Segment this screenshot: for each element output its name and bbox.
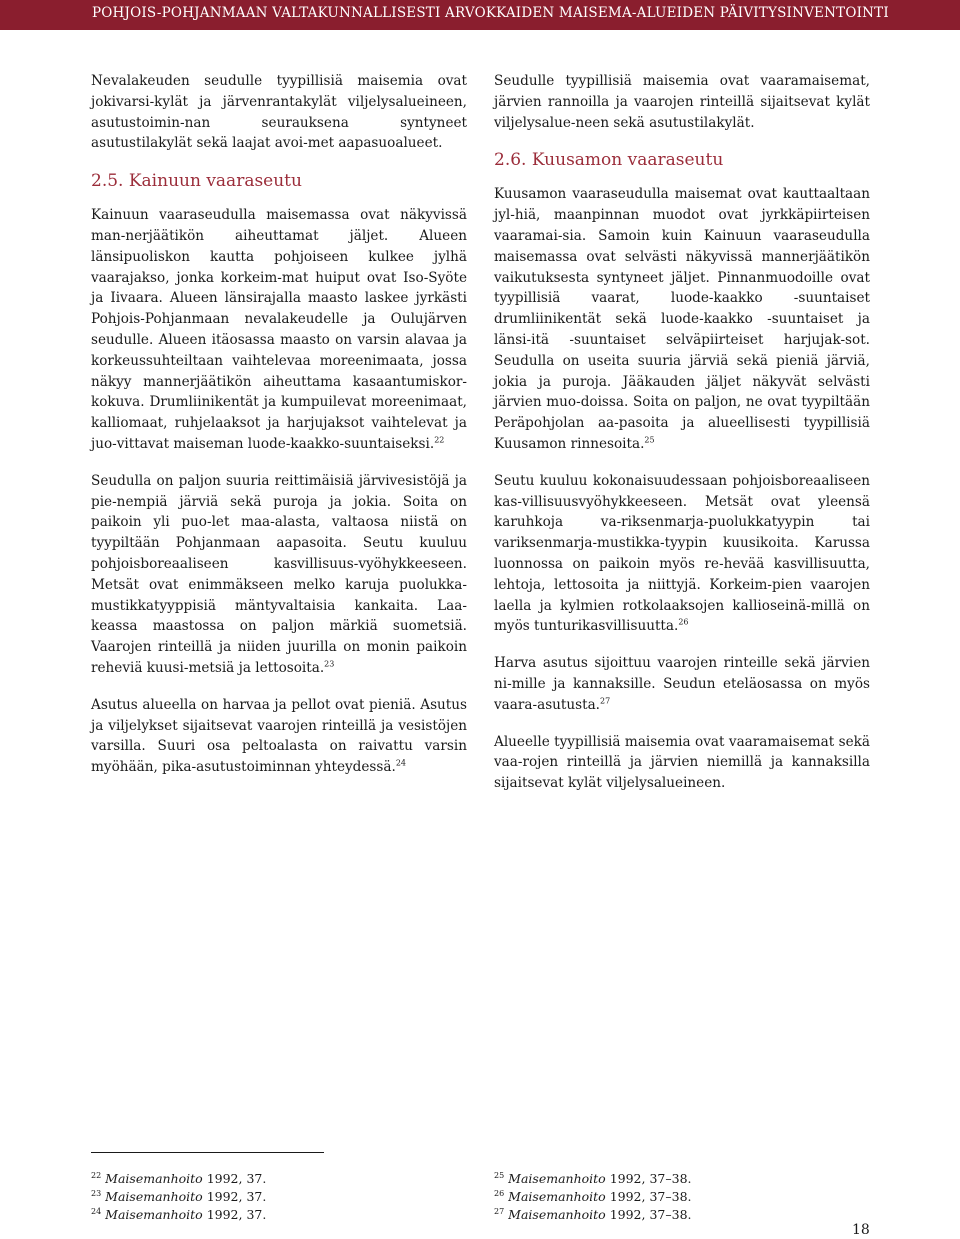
- paragraph-text: Kainuun vaaraseudulla maisemassa ovat näkyvissä man-nerjäätikön aiheuttamat jäljet. Alueen länsipuoliskon kautta pohjoiseen kulkee jylhä vaarajakso, jonka korkeim-mat huiput ovat Iso-Syöte ja Iivaara. Alueen länsirajalla maasto laskee jyrkästi Pohjois-Pohjanmaan nevalakeudelle ja Oulujärven seudulle. Alueen itäosassa maasto on varsin alavaa ja korkeussuhteiltaan vaihtelevaa moreenimaata, jossa näkyy mannerjäätikön aiheuttama kasaantumiskor-kokuva. Drumliinikentät ja kumpuilevat moreenimaat, kalliomaat, ruhjelaaksot ja harjujaksot vaihtelevat ja juo-vittavat maiseman luode-kaakko-suuntaiseksi.: [91, 207, 467, 452]
- footnote-number: 22: [91, 1170, 102, 1180]
- footnote-number: 24: [91, 1206, 102, 1216]
- footnote-detail: 1992, 37–38.: [609, 1171, 692, 1186]
- footnote-ref[interactable]: 24: [395, 758, 406, 768]
- paragraph-text: Seutu kuuluu kokonaisuudessaan pohjoisboreaaliseen kas-villisuusvyöhykkeeseen. Metsät ovat yleensä karuhkoja va-riksenmarja-puolukkatyypin tai variksenmarja-mustikka-tyypin kuusikoita. Karussa luonnossa on paikoin myös re-hevää kasvillisuutta, lehtoja, lettosoita ja niittyjä. Korkeim-pien vaarojen laella ja kylmien rotkolaaksojen kallioseinä-millä on myös tunturikasvillisuutta.: [494, 472, 870, 635]
- footnote-source: Maisemanhoito: [508, 1207, 606, 1222]
- footnote-source: Maisemanhoito: [508, 1189, 606, 1204]
- footnote-ref[interactable]: 26: [678, 617, 689, 627]
- footnote-number: 23: [91, 1188, 102, 1198]
- footnote: [494, 1170, 692, 1188]
- paragraph: [494, 471, 870, 637]
- paragraph-text: Alueelle tyypillisiä maisemia ovat vaaramaisemat sekä vaa-rojen rinteillä ja järvien niemillä ja kannaksilla sijaitsevat kylät viljelysalueineen.: [494, 733, 870, 792]
- paragraph: [494, 184, 870, 454]
- page-number: 18: [852, 1222, 870, 1238]
- section-heading-kainuu: 2.5. Kainuun vaaraseutu: [91, 171, 302, 192]
- footnote-number: 26: [494, 1188, 505, 1198]
- left-column: [91, 71, 467, 794]
- paragraph: [91, 71, 467, 154]
- footnote: [91, 1188, 266, 1206]
- section-heading-kuusamo: 2.6. Kuusamon vaaraseutu: [494, 150, 724, 171]
- running-header-bar: [0, 0, 960, 30]
- paragraph-text: Harva asutus sijoittuu vaarojen rinteille sekä järvien ni-mille ja kannaksille. Seudun eteläosassa on myös vaara-asutusta.: [494, 655, 870, 713]
- paragraph: [494, 71, 870, 133]
- footnote-detail: 1992, 37.: [206, 1207, 267, 1222]
- paragraph-text: Seudulla on paljon suuria reittimäisiä järvivesistöjä ja pie-nempiä järviä sekä puroja ja jokia. Soita on paikoin yli puo-let maa-alasta, valtaosa niistä on tyypiltään Pohjanmaan aapasoita. Seutu kuuluu pohjoisboreaaliseen kasvillisuus-vyöhykkeeseen. Metsät ovat enimmäkseen melko karuja puolukka-mustikkatyyppisiä mäntyvaltaisia kankaita. Laa-keassa maastossa on paljon märkiä suometsiä. Vaarojen rinteillä ja niiden juurilla on monin paikoin reheviä kuusi-metsiä ja lettosoita.: [91, 472, 467, 676]
- footnote-ref[interactable]: 23: [324, 659, 335, 669]
- footnote-detail: 1992, 37–38.: [609, 1207, 692, 1222]
- paragraph-text: Kuusamon vaaraseudulla maisemat ovat kauttaaltaan jyl-hiä, maanpinnan muodot ovat jyrkkäpiirteisen vaaramai-sia. Samoin kuin Kainuun vaaraseudulla maisemassa ovat selvästi näkyvissä mannerjäätikön vaikutuksesta syntyneet jäljet. Pinnanmuodoille ovat tyypillisiä vaarat, luode-kaakko -suuntaiset drumliinikentät sekä luode-kaakko -suuntaiset ja länsi-itä -suuntaiset selväpiirteiset harjujak-sot. Seudulla on useita suuria järviä sekä pieniä järviä, jokia ja puroja. Jääkauden jäljet näkyvät selvästi järvien muo-doissa. Soita on paljon, ne ovat tyypiltään Peräpohjolan aa-pasoita ja alueellisesti tyypillisiä Kuusamon rinnesoita.: [494, 186, 870, 452]
- footnote: [494, 1188, 692, 1206]
- footnote-detail: 1992, 37.: [206, 1171, 267, 1186]
- paragraph: [494, 653, 870, 715]
- footnote-source: Maisemanhoito: [508, 1171, 606, 1186]
- paragraph: [91, 695, 467, 778]
- paragraph-text: Asutus alueella on harvaa ja pellot ovat pieniä. Asutus ja viljelykset sijaitsevat vaarojen rinteillä ja vesistöjen varsilla. Suuri osa peltoalasta on raivattu varsin myöhään, pika-asutustoiminnan yhteydessä.: [91, 696, 467, 776]
- paragraph: [494, 732, 870, 794]
- footnote-source: Maisemanhoito: [105, 1189, 203, 1204]
- paragraph-text: Nevalakeuden seudulle tyypillisiä maisemia ovat jokivarsi-kylät ja järvenrantakylät viljelysalueineen, asutustoimin-nan seurauksena syntyneet asutustilakylät sekä laajat avoi-met aapasuoalueet.: [91, 73, 467, 152]
- footnote: [494, 1206, 692, 1224]
- footnote-ref[interactable]: 27: [600, 696, 611, 706]
- footnote-ref[interactable]: 25: [644, 435, 655, 445]
- footnote-detail: 1992, 37–38.: [609, 1189, 692, 1204]
- paragraph-text: Seudulle tyypillisiä maisemia ovat vaaramaisemat, järvien rannoilla ja vaarojen rinteillä sijaitsevat kylät viljelysalue-neen sekä asutustilakylät.: [494, 73, 870, 131]
- footnote-detail: 1992, 37.: [206, 1189, 267, 1204]
- footnote-number: 25: [494, 1170, 505, 1180]
- footnote-ref[interactable]: 22: [434, 435, 445, 445]
- footnote-source: Maisemanhoito: [105, 1207, 203, 1222]
- footnote: [91, 1170, 266, 1188]
- footnote-divider: [91, 1152, 324, 1153]
- footnotes-right: [494, 1170, 692, 1224]
- paragraph: [91, 205, 467, 455]
- footnotes-left: [91, 1170, 266, 1224]
- running-header-title: POHJOIS-POHJANMAAN VALTAKUNNALLISESTI ARVOKKAIDEN MAISEMA-ALUEIDEN PÄIVITYSINVENTOINTI: [92, 5, 889, 21]
- footnote-source: Maisemanhoito: [105, 1171, 203, 1186]
- right-column: [494, 71, 870, 810]
- footnote: [91, 1206, 266, 1224]
- footnote-number: 27: [494, 1206, 505, 1216]
- paragraph: [91, 471, 467, 679]
